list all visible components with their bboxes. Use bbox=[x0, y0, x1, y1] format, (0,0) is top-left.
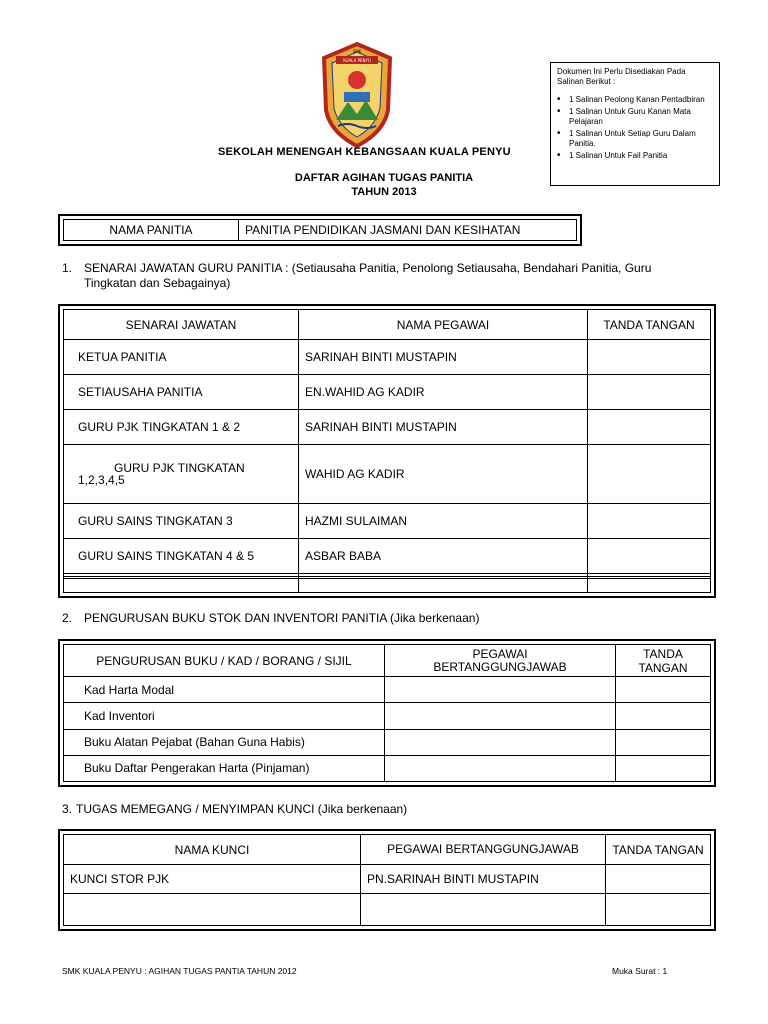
officer-cell[interactable] bbox=[385, 703, 616, 729]
column-header: PENGURUSAN BUKU / KAD / BORANG / SIJIL bbox=[64, 645, 385, 677]
column-header: TANDA TANGAN bbox=[606, 835, 711, 865]
copy-notice-item: • 1 Salinan Peolong Kanan Pentadbiran bbox=[557, 95, 713, 105]
panitia-value: PANITIA PENDIDIKAN JASMANI DAN KESIHATAN bbox=[239, 220, 577, 241]
signature-cell[interactable] bbox=[606, 894, 711, 926]
copy-notice-heading: Dokumen Ini Perlu Disediakan Pada Salinan Berikut : bbox=[557, 67, 686, 86]
table-row bbox=[64, 894, 711, 926]
column-header: TANDA TANGAN bbox=[616, 645, 711, 677]
signature-cell[interactable] bbox=[588, 340, 711, 375]
jawatan-table bbox=[58, 304, 716, 598]
inventori-table bbox=[58, 639, 716, 787]
school-crest-logo bbox=[318, 40, 396, 150]
section-3-heading: 3. TUGAS MEMEGANG / MENYIMPAN KUNCI (Jika berkenaan) bbox=[62, 802, 408, 816]
table-row: GURU SAINS TINGKATAN 3 HAZMI SULAIMAN bbox=[64, 504, 711, 539]
section-2-heading: 2. PENGURUSAN BUKU STOK DAN INVENTORI PANITIA (Jika berkenaan) bbox=[62, 611, 480, 625]
table-row: GURU PJK TINGKATAN 1,2,3,4,5 WAHID AG KADIR bbox=[64, 445, 711, 504]
table-row: KETUA PANITIA SARINAH BINTI MUSTAPIN bbox=[64, 340, 711, 375]
table-row: SETIAUSAHA PANITIA EN.WAHID AG KADIR bbox=[64, 375, 711, 410]
signature-cell[interactable] bbox=[606, 865, 711, 894]
svg-text:KUALA PENYU: KUALA PENYU bbox=[343, 58, 371, 63]
footer-page-number: Muka Surat : 1 bbox=[612, 966, 668, 976]
table-row: GURU SAINS TINGKATAN 4 & 5 ASBAR BABA bbox=[64, 539, 711, 574]
officer-cell[interactable] bbox=[385, 677, 616, 703]
table-row: Buku Alatan Pejabat (Bahan Guna Habis) bbox=[64, 729, 711, 755]
column-header: NAMA KUNCI bbox=[64, 835, 361, 865]
signature-cell[interactable] bbox=[588, 539, 711, 574]
table-row: Buku Daftar Pengerakan Harta (Pinjaman) bbox=[64, 755, 711, 781]
column-header: SENARAI JAWATAN bbox=[64, 310, 299, 340]
footer-document-label: SMK KUALA PENYU : AGIHAN TUGAS PANTIA TAHUN 2012 bbox=[62, 966, 297, 976]
table-row: Kad Inventori bbox=[64, 703, 711, 729]
kunci-table bbox=[58, 829, 716, 931]
copy-notice-item: • 1 Salinan Untuk Setiap Guru Dalam Panitia. bbox=[557, 129, 713, 149]
svg-text:SMK: SMK bbox=[352, 49, 362, 54]
table-row: KUNCI STOR PJK PN.SARINAH BINTI MUSTAPIN bbox=[64, 865, 711, 894]
signature-cell[interactable] bbox=[588, 445, 711, 504]
copy-notice-item: • 1 Salinan Untuk Fail Panitia bbox=[557, 151, 713, 161]
officer-cell[interactable] bbox=[385, 729, 616, 755]
signature-cell[interactable] bbox=[616, 677, 711, 703]
crest-sun bbox=[348, 71, 366, 89]
signature-cell[interactable] bbox=[588, 410, 711, 445]
section-1-heading: 1. SENARAI JAWATAN GURU PANITIA : (Setiausaha Panitia, Penolong Setiausaha, Bendahari Panitia, Guru Tingkatan dan Sebagainya) bbox=[62, 261, 652, 290]
signature-cell[interactable] bbox=[616, 729, 711, 755]
column-header: NAMA PEGAWAI bbox=[299, 310, 588, 340]
column-header: PEGAWAI BERTANGGUNGJAWAB bbox=[385, 645, 616, 677]
signature-cell[interactable] bbox=[588, 504, 711, 539]
column-header: PEGAWAI BERTANGGUNGJAWAB bbox=[361, 835, 606, 865]
signature-cell[interactable] bbox=[588, 375, 711, 410]
officer-cell[interactable] bbox=[385, 755, 616, 781]
table-row bbox=[64, 579, 711, 593]
copy-distribution-notice bbox=[550, 62, 720, 186]
document-year: TAHUN 2013 bbox=[351, 186, 417, 198]
table-row: Kad Harta Modal bbox=[64, 677, 711, 703]
panitia-name-table bbox=[58, 214, 582, 246]
panitia-label: NAMA PANITIA bbox=[64, 220, 239, 241]
document-title: DAFTAR AGIHAN TUGAS PANITIA bbox=[294, 172, 474, 184]
copy-notice-list bbox=[557, 95, 713, 161]
signature-cell[interactable] bbox=[616, 703, 711, 729]
signature-cell[interactable] bbox=[588, 579, 711, 593]
school-name: SEKOLAH MENENGAH KEBANGSAAN KUALA PENYU bbox=[218, 146, 511, 158]
signature-cell[interactable] bbox=[616, 755, 711, 781]
table-row: GURU PJK TINGKATAN 1 & 2 SARINAH BINTI MUSTAPIN bbox=[64, 410, 711, 445]
copy-notice-item: • 1 Salinan Untuk Guru Kanan Mata Pelajaran bbox=[557, 107, 713, 127]
column-header: TANDA TANGAN bbox=[588, 310, 711, 340]
